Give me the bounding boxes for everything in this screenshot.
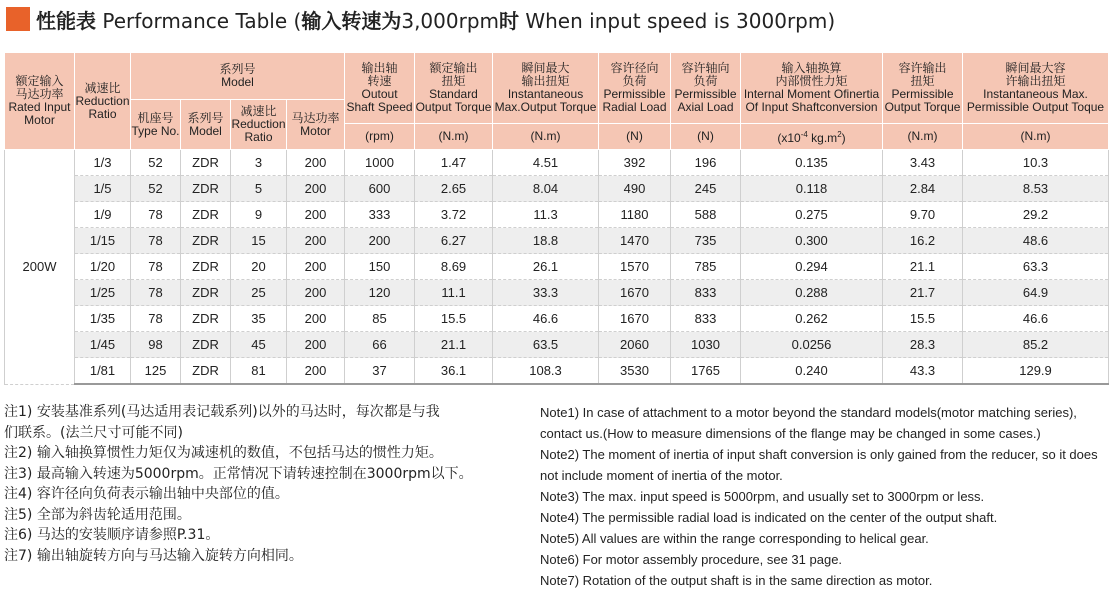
- header-inertia: 输入轴换算 内部惯性力矩 Internal Moment Ofinertia Of Input Shaftconversion: [741, 53, 883, 124]
- cell-motor: 200: [287, 150, 345, 176]
- cell-perm: 28.3: [883, 332, 963, 358]
- note-en: Note1) In case of attachment to a motor beyond the standard models(motor matching series), contact us.(How to measure dimensions of the flange may be changed in some cases.): [540, 405, 1077, 441]
- cell-max: 4.51: [493, 150, 599, 176]
- title-text: 性能表 Performance Table (输入转速为3,000rpm时 When input speed is 3000rpm): [36, 8, 836, 33]
- cell-instmax: 129.9: [963, 358, 1109, 385]
- cell-inertia: 0.275: [741, 202, 883, 228]
- cell-type: 78: [131, 306, 181, 332]
- cell-ratio: 1/45: [75, 332, 131, 358]
- unit-speed: (rpm): [345, 124, 415, 150]
- cell-ratio: 1/81: [75, 358, 131, 385]
- table-row: [5, 228, 1109, 254]
- note-cn: 们联系。(法兰尺寸可能不同): [4, 424, 183, 441]
- cell-instmax: 46.6: [963, 306, 1109, 332]
- cell-rated: 8.69: [415, 254, 493, 280]
- cell-type: 78: [131, 254, 181, 280]
- cell-rated: 15.5: [415, 306, 493, 332]
- note-en: Note6) For motor assembly procedure, see 31 page.: [540, 552, 843, 567]
- unit-inertia: ($x10^{-4}$ $kg.m^2$): [741, 124, 883, 150]
- note-en: Note2) The moment of inertia of input shaft conversion is only gained from the reducer, so it does not include moment of inertia of the motor.: [540, 447, 1098, 483]
- cell-ratio: 1/25: [75, 280, 131, 306]
- cell-axial: 1030: [671, 332, 741, 358]
- cell-model: ZDR: [181, 150, 231, 176]
- cell-motor: 200: [287, 228, 345, 254]
- cell-instmax: 85.2: [963, 332, 1109, 358]
- cell-radial: 1470: [599, 228, 671, 254]
- header-type-no: 机座号 Type No.: [131, 100, 181, 150]
- cell-perm: 3.43: [883, 150, 963, 176]
- note-cn: 注6) 马达的安装顺序请参照P.31。: [4, 527, 220, 543]
- table-row: [5, 202, 1109, 228]
- cell-rated: 1.47: [415, 150, 493, 176]
- cell-axial: 833: [671, 306, 741, 332]
- unit-rated-torque: (N.m): [415, 124, 493, 150]
- cell-motor: 200: [287, 332, 345, 358]
- header-model: 系列号 Model: [181, 100, 231, 150]
- cell-r: 20: [231, 254, 287, 280]
- cell-model: ZDR: [181, 306, 231, 332]
- cell-model: ZDR: [181, 254, 231, 280]
- cell-max: 46.6: [493, 306, 599, 332]
- cell-ratio: 1/3: [75, 150, 131, 176]
- cell-speed: 333: [345, 202, 415, 228]
- cell-rated: 3.72: [415, 202, 493, 228]
- notes-chinese: [4, 402, 524, 566]
- cell-rated: 11.1: [415, 280, 493, 306]
- cell-inertia: 0.135: [741, 150, 883, 176]
- note-cn: 注4) 容许径向负荷表示输出轴中央部位的值。: [4, 486, 289, 502]
- cell-type: 78: [131, 202, 181, 228]
- cell-inertia: 0.294: [741, 254, 883, 280]
- cell-perm: 43.3: [883, 358, 963, 385]
- cell-speed: 85: [345, 306, 415, 332]
- unit-radial-load: (N): [599, 124, 671, 150]
- cell-radial: 1670: [599, 306, 671, 332]
- cell-axial: 785: [671, 254, 741, 280]
- cell-r: 81: [231, 358, 287, 385]
- cell-perm: 9.70: [883, 202, 963, 228]
- cell-speed: 150: [345, 254, 415, 280]
- cell-radial: 490: [599, 176, 671, 202]
- cell-perm: 16.2: [883, 228, 963, 254]
- cell-r: 45: [231, 332, 287, 358]
- header-inst-max-perm: 瞬间最大容 许输出扭矩 Instantaneous Max. Permissible Output Toque: [963, 53, 1109, 124]
- header-ratio-sub: 减速比 Reduction Ratio: [231, 100, 287, 150]
- motor-power-cell: 200W: [5, 150, 75, 385]
- cell-speed: 120: [345, 280, 415, 306]
- cell-rated: 2.65: [415, 176, 493, 202]
- unit-axial-load: (N): [671, 124, 741, 150]
- table-row: [5, 306, 1109, 332]
- cell-inertia: 0.118: [741, 176, 883, 202]
- cell-speed: 200: [345, 228, 415, 254]
- cell-instmax: 63.3: [963, 254, 1109, 280]
- notes-english: [540, 402, 1108, 591]
- header-series: 系列号 Model: [131, 53, 345, 100]
- header-rated-torque: 额定输出 扭矩 Standard Output Torque: [415, 53, 493, 124]
- note-en: Note3) The max. input speed is 5000rpm, and usually set to 3000rpm or less.: [540, 489, 985, 504]
- cell-type: 78: [131, 280, 181, 306]
- cell-inertia: 0.0256: [741, 332, 883, 358]
- cell-axial: 588: [671, 202, 741, 228]
- cell-axial: 735: [671, 228, 741, 254]
- title-marker-square: [6, 7, 30, 31]
- header-motor-sub: 马达功率 Motor: [287, 100, 345, 150]
- cell-model: ZDR: [181, 176, 231, 202]
- cell-axial: 196: [671, 150, 741, 176]
- cell-ratio: 1/15: [75, 228, 131, 254]
- cell-model: ZDR: [181, 228, 231, 254]
- cell-perm: 15.5: [883, 306, 963, 332]
- cell-radial: 1670: [599, 280, 671, 306]
- cell-perm: 2.84: [883, 176, 963, 202]
- cell-max: 18.8: [493, 228, 599, 254]
- note-en: Note5) All values are within the range corresponding to helical gear.: [540, 531, 929, 546]
- cell-inertia: 0.300: [741, 228, 883, 254]
- cell-motor: 200: [287, 280, 345, 306]
- cell-rated: 21.1: [415, 332, 493, 358]
- cell-max: 108.3: [493, 358, 599, 385]
- note-en: Note4) The permissible radial load is indicated on the center of the output shaft.: [540, 510, 998, 525]
- cell-instmax: 10.3: [963, 150, 1109, 176]
- cell-instmax: 29.2: [963, 202, 1109, 228]
- cell-radial: 2060: [599, 332, 671, 358]
- cell-speed: 600: [345, 176, 415, 202]
- cell-speed: 37: [345, 358, 415, 385]
- table-body: [5, 150, 1109, 385]
- cell-model: ZDR: [181, 358, 231, 385]
- cell-motor: 200: [287, 254, 345, 280]
- header-radial-load: 容许径向 负荷 Permissible Radial Load: [599, 53, 671, 124]
- unit-max-torque: (N.m): [493, 124, 599, 150]
- cell-radial: 3530: [599, 358, 671, 385]
- table-row: [5, 254, 1109, 280]
- note-cn: 注5) 全部为斜齿轮适用范围。: [4, 506, 191, 523]
- cell-motor: 200: [287, 306, 345, 332]
- cell-axial: 245: [671, 176, 741, 202]
- header-reduction-ratio: 减速比 Reduction Ratio: [75, 53, 131, 150]
- cell-ratio: 1/9: [75, 202, 131, 228]
- cell-type: 52: [131, 176, 181, 202]
- table-row: [5, 280, 1109, 306]
- cell-r: 35: [231, 306, 287, 332]
- performance-table: [4, 52, 1109, 385]
- cell-type: 78: [131, 228, 181, 254]
- cell-ratio: 1/20: [75, 254, 131, 280]
- cell-r: 15: [231, 228, 287, 254]
- cell-ratio: 1/35: [75, 306, 131, 332]
- cell-rated: 6.27: [415, 228, 493, 254]
- cell-r: 9: [231, 202, 287, 228]
- cell-model: ZDR: [181, 332, 231, 358]
- cell-inertia: 0.288: [741, 280, 883, 306]
- cell-r: 3: [231, 150, 287, 176]
- header-axial-load: 容许轴向 负荷 Permissible Axial Load: [671, 53, 741, 124]
- cell-r: 5: [231, 176, 287, 202]
- cell-max: 63.5: [493, 332, 599, 358]
- cell-axial: 833: [671, 280, 741, 306]
- cell-radial: 1570: [599, 254, 671, 280]
- header-output-speed: 输出轴 转速 Outout Shaft Speed: [345, 53, 415, 124]
- cell-motor: 200: [287, 202, 345, 228]
- note-cn: 注2) 输入轴换算惯性力矩仅为减速机的数值，不包括马达的惯性力矩。: [4, 445, 443, 461]
- table-row: [5, 358, 1109, 385]
- cell-instmax: 8.53: [963, 176, 1109, 202]
- cell-speed: 66: [345, 332, 415, 358]
- table-row: [5, 150, 1109, 176]
- cell-type: 52: [131, 150, 181, 176]
- cell-max: 33.3: [493, 280, 599, 306]
- note-en: Note7) Rotation of the output shaft is in the same direction as motor.: [540, 573, 933, 588]
- cell-type: 125: [131, 358, 181, 385]
- cell-motor: 200: [287, 358, 345, 385]
- header-perm-torque: 容许输出 扭矩 Permissible Output Torque: [883, 53, 963, 124]
- unit-perm-torque: (N.m): [883, 124, 963, 150]
- cell-perm: 21.7: [883, 280, 963, 306]
- cell-model: ZDR: [181, 202, 231, 228]
- cell-ratio: 1/5: [75, 176, 131, 202]
- cell-perm: 21.1: [883, 254, 963, 280]
- cell-max: 8.04: [493, 176, 599, 202]
- cell-inertia: 0.240: [741, 358, 883, 385]
- note-cn: 注7) 输出轴旋转方向与马达输入旋转方向相同。: [4, 547, 303, 564]
- cell-motor: 200: [287, 176, 345, 202]
- cell-rated: 36.1: [415, 358, 493, 385]
- cell-radial: 1180: [599, 202, 671, 228]
- cell-inertia: 0.262: [741, 306, 883, 332]
- table-row: [5, 332, 1109, 358]
- header-max-torque: 瞬间最大 输出扭矩 Instantaneous Max.Output Torque: [493, 53, 599, 124]
- cell-max: 26.1: [493, 254, 599, 280]
- cell-instmax: 48.6: [963, 228, 1109, 254]
- cell-radial: 392: [599, 150, 671, 176]
- note-cn: 注3) 最高输入转速为5000rpm。正常情况下请转速控制在3000rpm以下。: [4, 465, 473, 482]
- page-title: [6, 4, 835, 34]
- cell-speed: 1000: [345, 150, 415, 176]
- cell-model: ZDR: [181, 280, 231, 306]
- cell-instmax: 64.9: [963, 280, 1109, 306]
- unit-inst-max: (N.m): [963, 124, 1109, 150]
- header-motor-power: 额定输入 马达功率 Rated Input Motor: [5, 53, 75, 150]
- table-row: [5, 176, 1109, 202]
- cell-axial: 1765: [671, 358, 741, 385]
- cell-r: 25: [231, 280, 287, 306]
- cell-max: 11.3: [493, 202, 599, 228]
- cell-type: 98: [131, 332, 181, 358]
- note-cn: 注1) 安装基准系列(马达适用表记载系列)以外的马达时，每次都是与我: [4, 404, 440, 420]
